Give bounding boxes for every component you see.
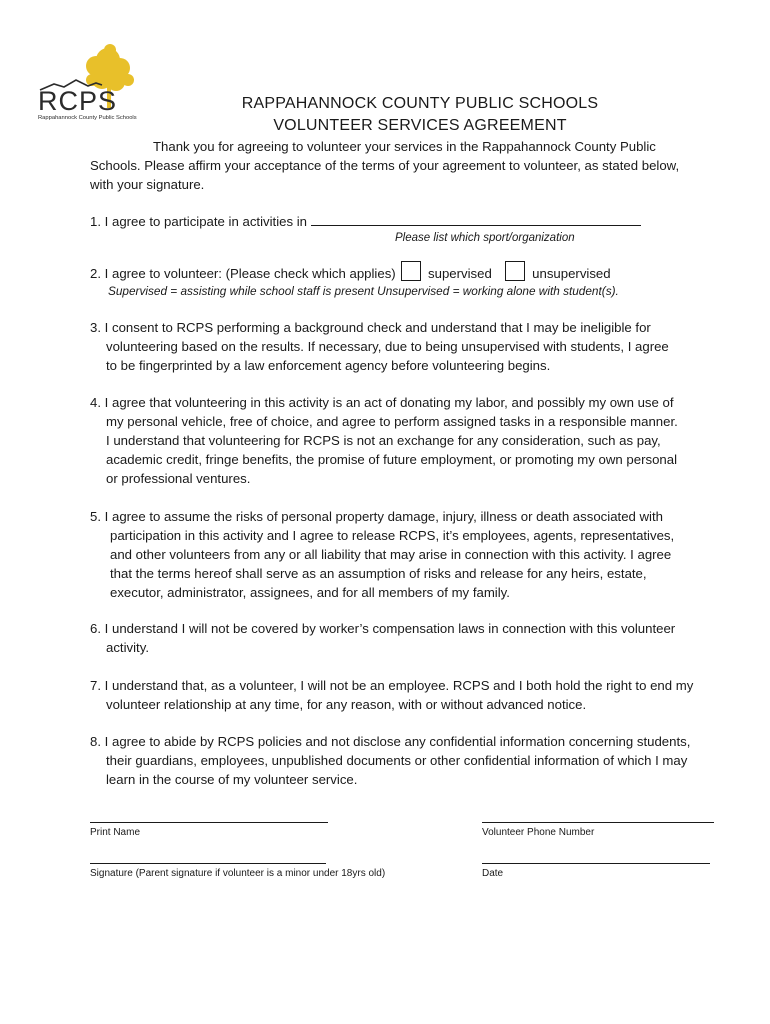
item-4-line: I understand that volunteering for RCPS is not an exchange for any consideration, such as pay, — [106, 433, 661, 448]
item-5-line: and other volunteers from any or all liability that may arise in connection with this activity. I agree — [110, 547, 672, 562]
item-5 — [90, 507, 674, 602]
page-title-line1: RAPPAHANNOCK COUNTY PUBLIC SCHOOLS — [241, 95, 599, 112]
supervised-checkbox[interactable] — [401, 261, 421, 281]
intro-line: Schools. Please affirm your acceptance of the terms of your agreement to volunteer, as stated below, — [90, 158, 680, 173]
item-8-line: their guardians, employees, unpublished documents or other confidential information of which I may — [106, 753, 688, 768]
intro-paragraph — [90, 137, 679, 194]
item-5-line: executor, administrator, assignees, and for all members of my family. — [110, 585, 510, 600]
phone-field[interactable] — [482, 822, 714, 823]
print-name-field[interactable] — [90, 822, 328, 823]
item-5-line: participation in this activity and I agree to release RCPS, it’s employees, agents, representatives, — [110, 528, 675, 543]
supervised-label: supervised — [428, 266, 492, 281]
signature-field[interactable] — [90, 863, 326, 864]
item-4-line: or professional ventures. — [106, 471, 251, 486]
item-4-line: 4. I agree that volunteering in this activity is an act of donating my labor, and possibly my own use of — [90, 395, 674, 410]
item-4-line: academic credit, fringe benefits, the promise of future employment, or promoting my own personal — [106, 452, 677, 467]
date-label: Date — [482, 868, 504, 879]
item-2-note: Supervised = assisting while school staff is present Unsupervised = working alone with student(s). — [108, 284, 619, 298]
item-8-line: learn in the course of my volunteer service. — [106, 772, 358, 787]
print-name-label: Print Name — [90, 827, 141, 838]
signature-label: Signature (Parent signature if volunteer is a minor under 18yrs old) — [90, 868, 386, 879]
item-4-line: my personal vehicle, free of choice, and agree to perform assigned tasks in a responsible manner. — [106, 414, 678, 429]
item-5-line: 5. I agree to assume the risks of personal property damage, injury, illness or death associated with — [90, 509, 663, 524]
item-6-line: 6. I understand I will not be covered by worker’s compensation laws in connection with this volunteer — [90, 621, 676, 636]
svg-text:RCPS: RCPS — [38, 86, 118, 116]
item-8 — [90, 732, 690, 789]
intro-line: Thank you for agreeing to volunteer your services in the Rappahannock County Public — [153, 139, 656, 154]
item-7 — [90, 676, 693, 714]
item-7-line: volunteer relationship at any time, for any reason, with or without advanced notice. — [106, 697, 587, 712]
item-5-line: that the terms hereof shall serve as an assumption of risks and release for any heirs, estate, — [110, 566, 647, 581]
svg-text:Rappahannock County Public Sch: Rappahannock County Public Schools — [38, 115, 137, 121]
item-6-line: activity. — [106, 640, 149, 655]
item-3-line: volunteering based on the results. If necessary, due to being unsupervised with students, I agree — [106, 339, 669, 354]
activities-field[interactable] — [311, 211, 641, 226]
phone-label: Volunteer Phone Number — [482, 827, 595, 838]
unsupervised-label: unsupervised — [532, 266, 611, 281]
page-title-line2: VOLUNTEER SERVICES AGREEMENT — [273, 117, 567, 134]
item-3-line: to be fingerprinted by a law enforcement agency before volunteering begins. — [106, 358, 551, 373]
date-field[interactable] — [482, 863, 710, 864]
item-1 — [90, 211, 641, 231]
item-2-text: 2. I agree to volunteer: (Please check which applies) — [90, 266, 396, 281]
item-3-line: 3. I consent to RCPS performing a background check and understand that I may be ineligible for — [90, 320, 651, 335]
item-1-text: 1. I agree to participate in activities in — [90, 214, 307, 229]
unsupervised-checkbox[interactable] — [505, 261, 525, 281]
item-2 — [90, 261, 611, 283]
intro-line: with your signature. — [90, 177, 205, 192]
item-7-line: 7. I understand that, as a volunteer, I will not be an employee. RCPS and I both hold the right to end my — [90, 678, 694, 693]
item-8-line: 8. I agree to abide by RCPS policies and not disclose any confidential information concerning students, — [90, 734, 691, 749]
item-3 — [90, 318, 669, 375]
item-4 — [90, 393, 678, 488]
item-1-note: Please list which sport/organization — [395, 232, 575, 244]
item-6 — [90, 619, 675, 657]
